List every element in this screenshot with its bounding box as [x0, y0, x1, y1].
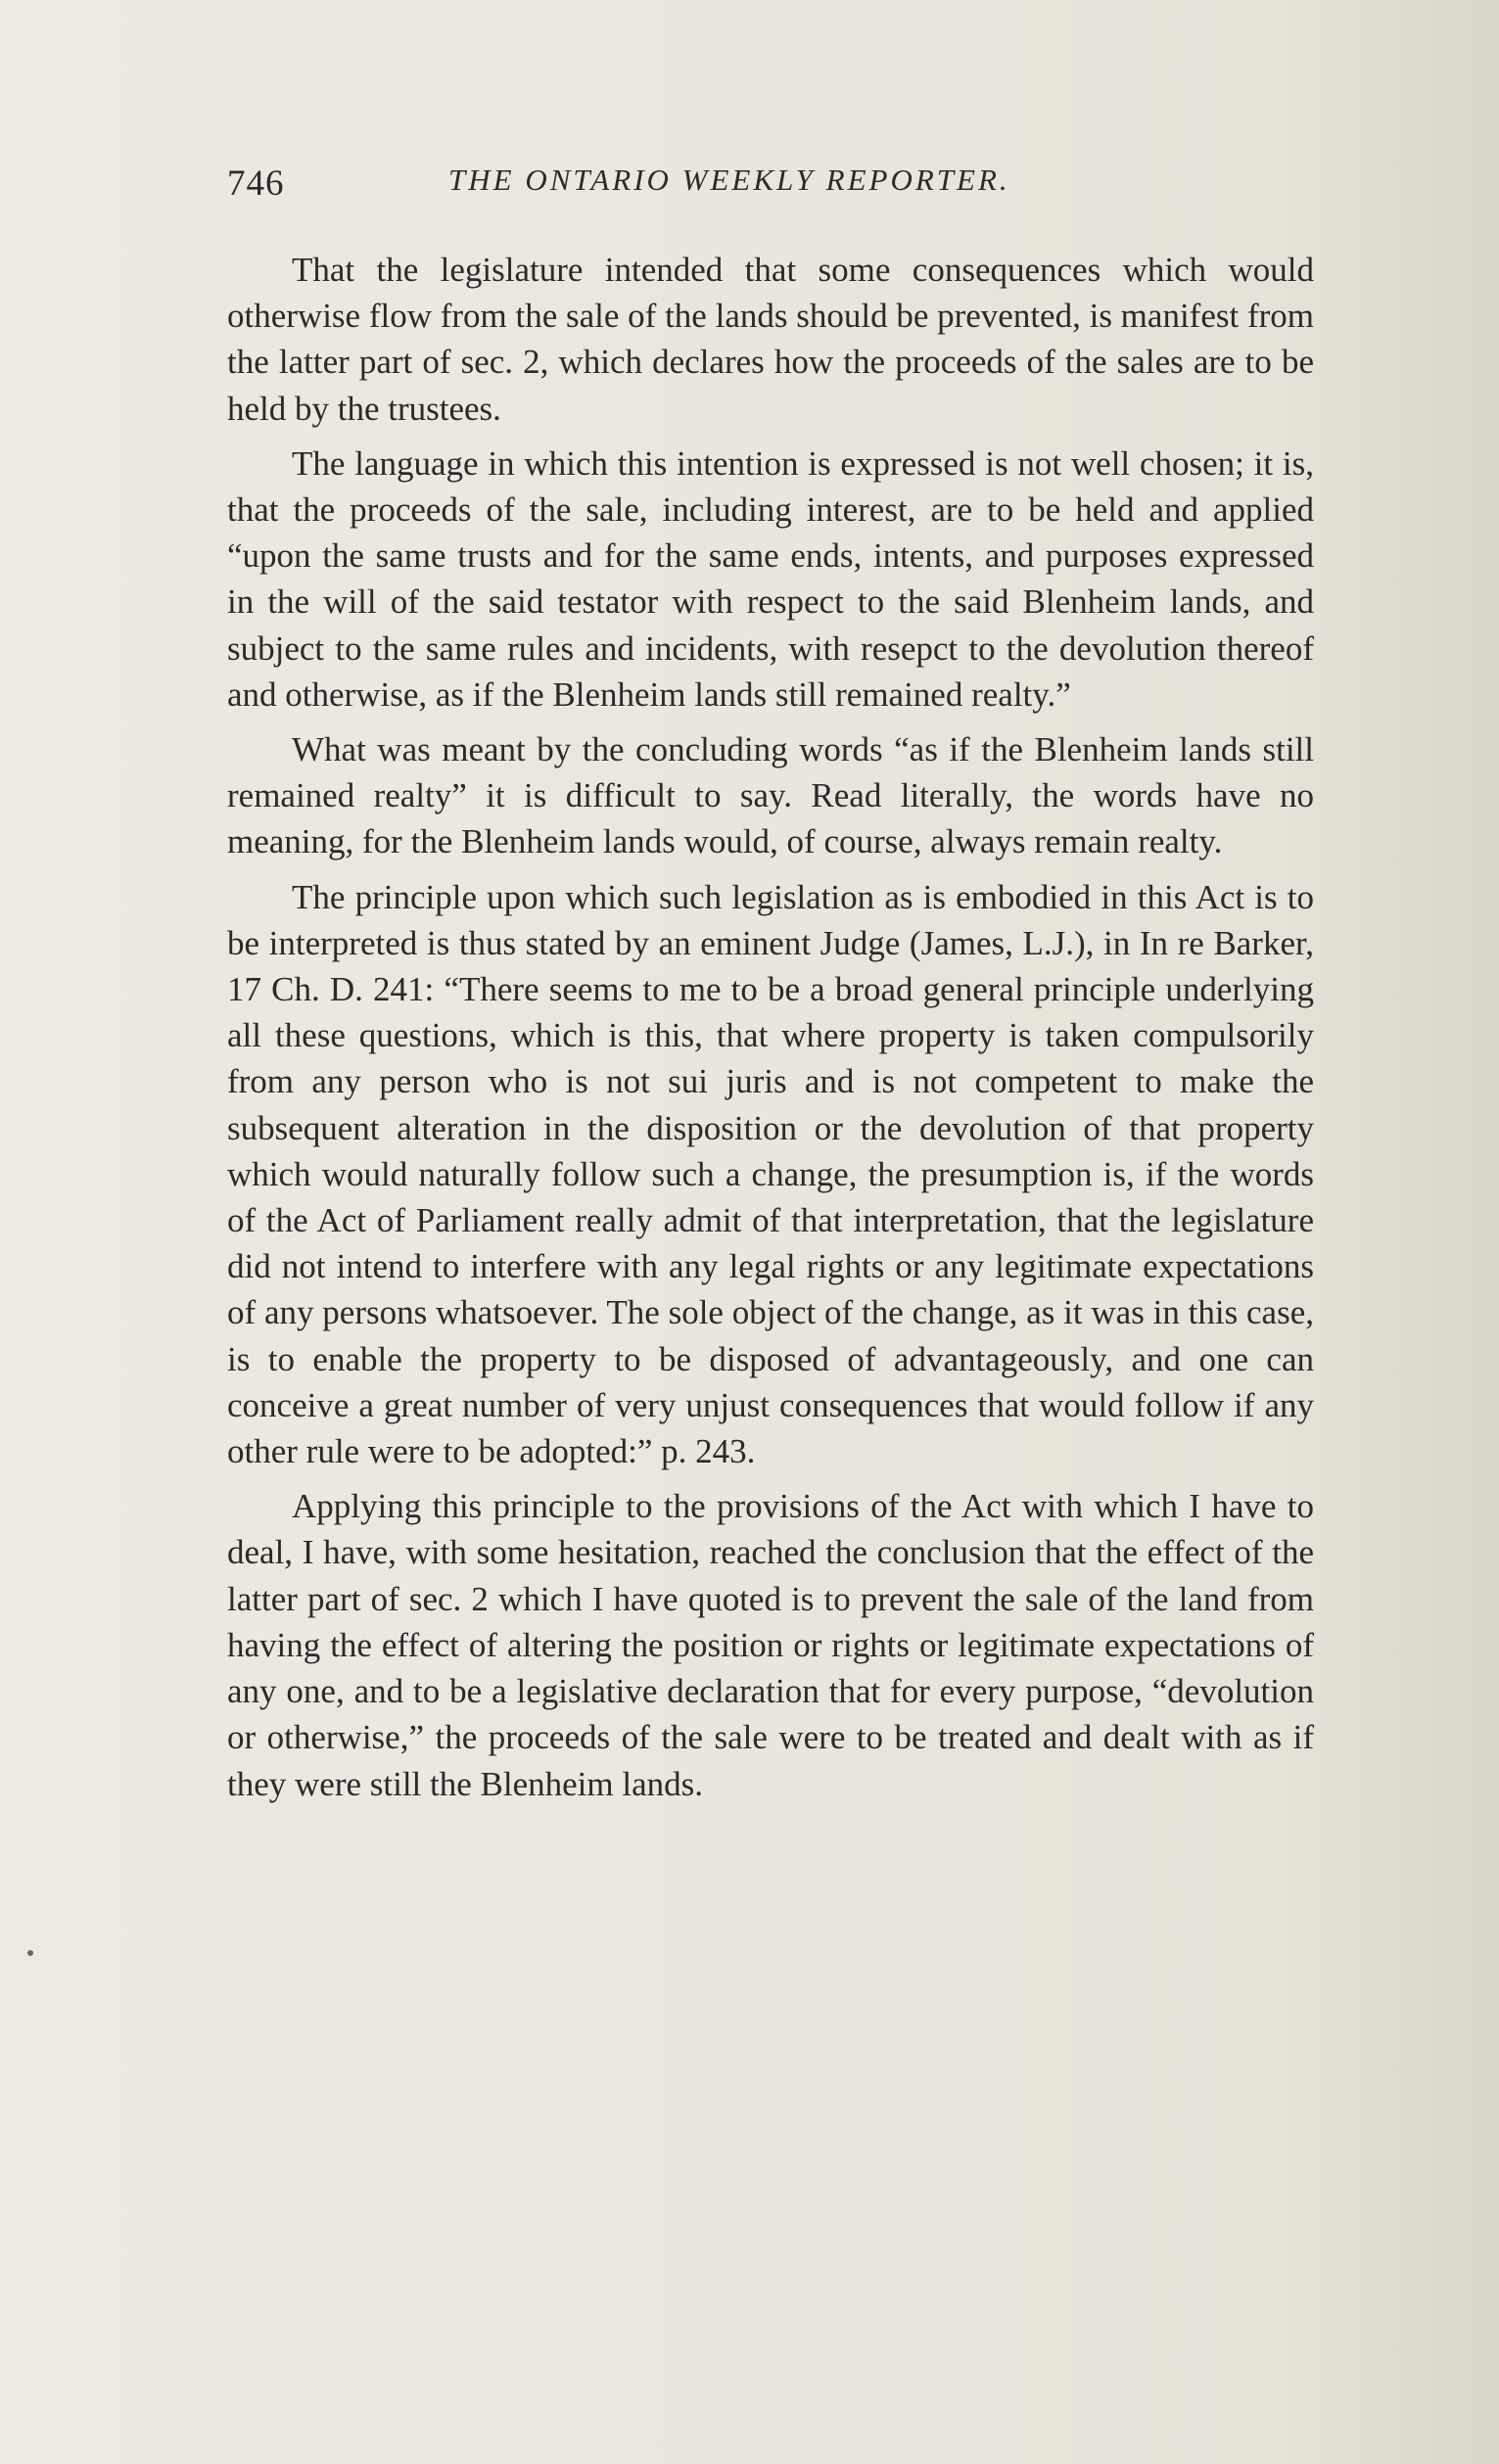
running-title: THE ONTARIO WEEKLY REPORTER.: [448, 163, 1010, 197]
paragraph-applying-principle: Applying this principle to the provisions of the Act with which I have to deal, I have, with some hesitation, reached the conclusion that the effect of the latter part of sec. 2 which I have quoted is to prevent the sale of the land from having the effect of altering the position or rights or legitimate expectations of any one, and to be a legislative declaration that for every purpose, “devolution or otherwise,” the proceeds of the sale were to be treated and dealt with as if they were still the Blenheim lands.: [227, 1487, 1314, 1803]
paragraph-concluding-words: What was meant by the concluding words “as if the Blenheim lands still remained realty” it is difficult to say. Read literally, the words have no meaning, for the Blenheim lands would, of course, always remain realty.: [227, 730, 1314, 861]
body-text: [227, 247, 1314, 1816]
page-number: 746: [227, 163, 285, 204]
paragraph-legislature-intent: That the legislature intended that some consequences which would otherwise flow from the sale of the lands should be prevented, is manifest from the latter part of sec. 2, which declares how the proceeds of the sales are to be held by the trustees.: [227, 251, 1314, 428]
page-header: [227, 163, 1314, 209]
margin-speck: [27, 1950, 33, 1956]
paragraph-principle-quote: The principle upon which such legislation as is embodied in this Act is to be interpreted is thus stated by an eminent Judge (James, L.J.), in In re Barker, 17 Ch. D. 241: “There seems to me to be a broad general principle underlying all these questions, which is this, that where property is taken compulsorily from any person who is not sui juris and is not competent to make the subsequent alteration in the disposition or the devolution of that property which would naturally follow such a change, the presumption is, if the words of the Act of Parliament really admit of that interpretation, that the legislature did not intend to interfere with any legal rights or any legitimate expectations of any persons whatsoever. The sole object of the change, as it was in this case, is to enable the property to be disposed of advantageously, and one can conceive a great number of very unjust consequences that would follow if any other rule were to be adopted:” p. 243.: [227, 877, 1314, 1471]
paragraph-language-of-act: The language in which this intention is expressed is not well chosen; it is, that the proceeds of the sale, including interest, are to be held and applied “upon the same trusts and for the same ends, intents, and purposes expressed in the will of the said testator with respect to the said Blenheim lands, and subject to the same rules and incidents, with resepct to the devolution thereof and otherwise, as if the Blenheim lands still remained realty.”: [227, 443, 1314, 714]
